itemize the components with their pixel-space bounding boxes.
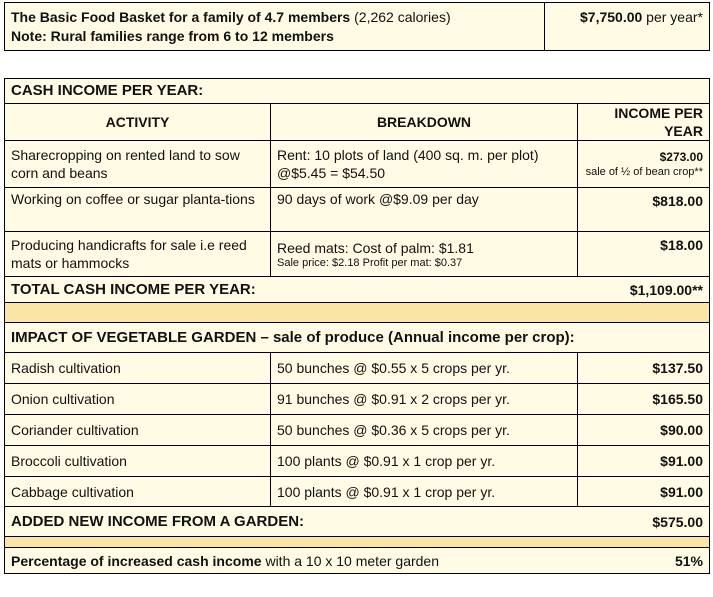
total-cash-value: $1,109.00** — [554, 277, 710, 303]
cash-income-heading: CASH INCOME PER YEAR: — [5, 79, 710, 104]
income-cell: $818.00 — [578, 188, 710, 232]
crop-detail-cell: 91 bunches @ $0.91 x 2 crops per yr. — [271, 384, 578, 415]
table-row — [5, 384, 710, 415]
income-table — [4, 78, 710, 574]
breakdown-note: Sale price: $2.18 Profit per mat: $0.37 — [277, 256, 463, 269]
garden-heading: IMPACT OF VEGETABLE GARDEN – sale of produce (Annual income per crop): — [5, 323, 710, 353]
percent-increase-value: 51% — [578, 548, 710, 574]
activity-cell: Producing handicrafts for sale i.e reed mats or hammocks — [5, 232, 271, 277]
crop-value-cell: $91.00 — [578, 477, 710, 507]
breakdown-cell — [271, 232, 578, 277]
activity-column-header: ACTIVITY — [5, 104, 271, 141]
section-divider — [5, 303, 710, 323]
food-basket-period: per year* — [642, 9, 703, 25]
activity-cell: Sharecropping on rented land to sow corn and beans — [5, 141, 271, 188]
crop-value-cell: $90.00 — [578, 415, 710, 446]
table-row — [5, 141, 710, 188]
crop-value-cell: $91.00 — [578, 446, 710, 477]
crop-cell: Broccoli cultivation — [5, 446, 271, 477]
crop-cell: Cabbage cultivation — [5, 477, 271, 507]
breakdown-text: Reed mats: Cost of palm: $1.81 — [277, 239, 474, 256]
breakdown-cell: 90 days of work @$9.09 per day — [271, 188, 578, 232]
breakdown-cell: Rent: 10 plots of land (400 sq. m. per plot) @$5.45 = $54.50 — [271, 141, 578, 188]
income-column-header: INCOME PER YEAR — [578, 104, 710, 141]
table-row — [5, 415, 710, 446]
percent-label-rest: with a 10 x 10 meter garden — [261, 552, 439, 569]
percent-increase-label — [5, 548, 578, 574]
income-note: sale of ½ of bean crop** — [585, 165, 703, 178]
income-cell — [578, 141, 710, 188]
food-basket-amount: $7,750.00 — [580, 9, 643, 25]
crop-detail-cell: 100 plants @ $0.91 x 1 crop per yr. — [271, 477, 578, 507]
added-income-value: $575.00 — [554, 507, 710, 537]
breakdown-column-header: BREAKDOWN — [271, 104, 578, 141]
crop-cell: Coriander cultivation — [5, 415, 271, 446]
percent-label-bold: Percentage of increased cash income — [11, 552, 262, 569]
crop-cell: Radish cultivation — [5, 353, 271, 384]
food-basket-title: The Basic Food Basket for a family of 4.7 members — [11, 9, 351, 26]
table-row — [5, 353, 710, 384]
section-divider — [5, 537, 710, 548]
crop-value-cell: $137.50 — [578, 353, 710, 384]
crop-detail-cell: 100 plants @ $0.91 x 1 crop per yr. — [271, 446, 578, 477]
crop-detail-cell: 50 bunches @ $0.36 x 5 crops per yr. — [271, 415, 578, 446]
crop-cell: Onion cultivation — [5, 384, 271, 415]
table-row — [5, 232, 710, 277]
food-basket-table — [4, 2, 710, 51]
table-row — [5, 477, 710, 507]
table-row — [5, 188, 710, 232]
food-basket-cell — [5, 3, 545, 51]
family-size-note: Note: Rural families range from 6 to 12 members — [11, 27, 334, 44]
income-cell: $18.00 — [578, 232, 710, 277]
total-cash-label: TOTAL CASH INCOME PER YEAR: — [5, 277, 554, 303]
income-value: $273.00 — [659, 149, 703, 164]
food-basket-amount-cell — [545, 3, 710, 51]
food-basket-calories: (2,262 calories) — [350, 9, 451, 26]
added-income-label: ADDED NEW INCOME FROM A GARDEN: — [5, 507, 554, 537]
table-row — [5, 446, 710, 477]
activity-cell: Working on coffee or sugar planta-tions — [5, 188, 271, 232]
crop-value-cell: $165.50 — [578, 384, 710, 415]
crop-detail-cell: 50 bunches @ $0.55 x 5 crops per yr. — [271, 353, 578, 384]
